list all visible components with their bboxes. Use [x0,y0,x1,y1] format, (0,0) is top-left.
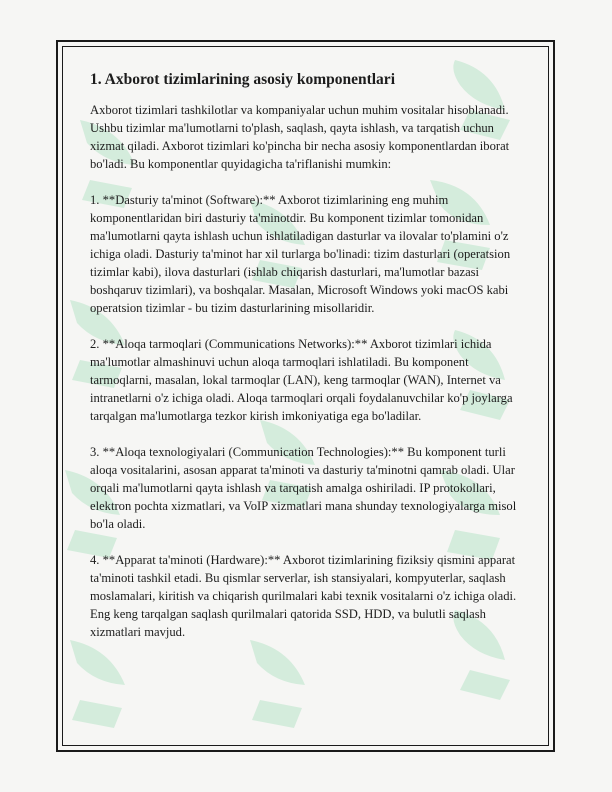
paragraph-hardware: 4. **Apparat ta'minoti (Hardware):** Axborot tizimlarining fiziksiy qismini apparat ta'minoti tashkil etadi. Bu qismlar serverlar, ish stansiyalari, kompyuterlar, saqlash moslamalari, kiritish va chiqarish qurilmalari kabi texnik vositalarni o'z ichiga oladi. Eng keng tarqalgan saqlash qurilmalari qatorida SSD, HDD, va bulutli saqlash xizmatlari mavjud. [90,553,517,639]
document-body [90,70,530,659]
paragraph-networks: 2. **Aloqa tarmoqlari (Communications Networks):** Axborot tizimlari ichida ma'lumotlar almashinuvi uchun aloqa tarmoqlari ishlatiladi. Bu komponent tarmoqlarni, masalan, lokal tarmoqlar (LAN), keng tarmoqlar (WAN), Internet va intranetlarni o'z ichiga oladi. Aloqa tarmoqlari orqali foydalanuvchilar ko'p joylarga tarqalgan ma'lumotlarga tezkor kirish imkoniyatiga ega bo'ladilar. [90,337,513,423]
paragraph-intro: Axborot tizimlari tashkilotlar va kompaniyalar uchun muhim vositalar hisoblanadi. Ushbu tizimlar ma'lumotlarni to'plash, saqlash, qayta ishlash, va tarqatish uchun xizmat qiladi. Axborot tizimlari ko'pincha bir necha asosiy komponentlardan iborat bo'ladi. Bu komponentlar quyidagicha ta'riflanishi mumkin: [90,103,510,171]
paragraph-communication-technologies: 3. **Aloqa texnologiyalari (Communication Technologies):** Bu komponent turli aloqa vositalarini, asosan apparat ta'minoti va dasturiy ta'minotni qamrab oladi. Ular orqali ma'lumotlarni qayta ishlash va tarqatish amalga oshiriladi. IP protokollari, elektron pochta xizmatlari, va VoIP xizmatlari mana shunday texnologiyalarga misol bo'la oladi. [90,445,517,531]
section-heading: 1. Axborot tizimlarining asosiy komponentlari [90,71,395,88]
paragraph-software: 1. **Dasturiy ta'minot (Software):** Axborot tizimlarining eng muhim komponentlaridan biri dasturiy ta'minotdir. Bu komponent tizimlar tomonidan ma'lumotlarni qayta ishlash uchun ishlatiladigan dasturlar va ilovalar to'plamini o'z ichiga oladi. Dasturiy ta'minot har xil turlarga bo'linadi: tizim dasturlari (operatsion tizimlar kabi), ilova dasturlari (ishlab chiqarish dasturlari, ma'lumotlar bazasi boshqaruv tizimlari), va boshqalar. Masalan, Microsoft Windows yoki macOS kabi operatsion tizimlar - bu tizim dasturlarining misollaridir. [90,193,511,315]
